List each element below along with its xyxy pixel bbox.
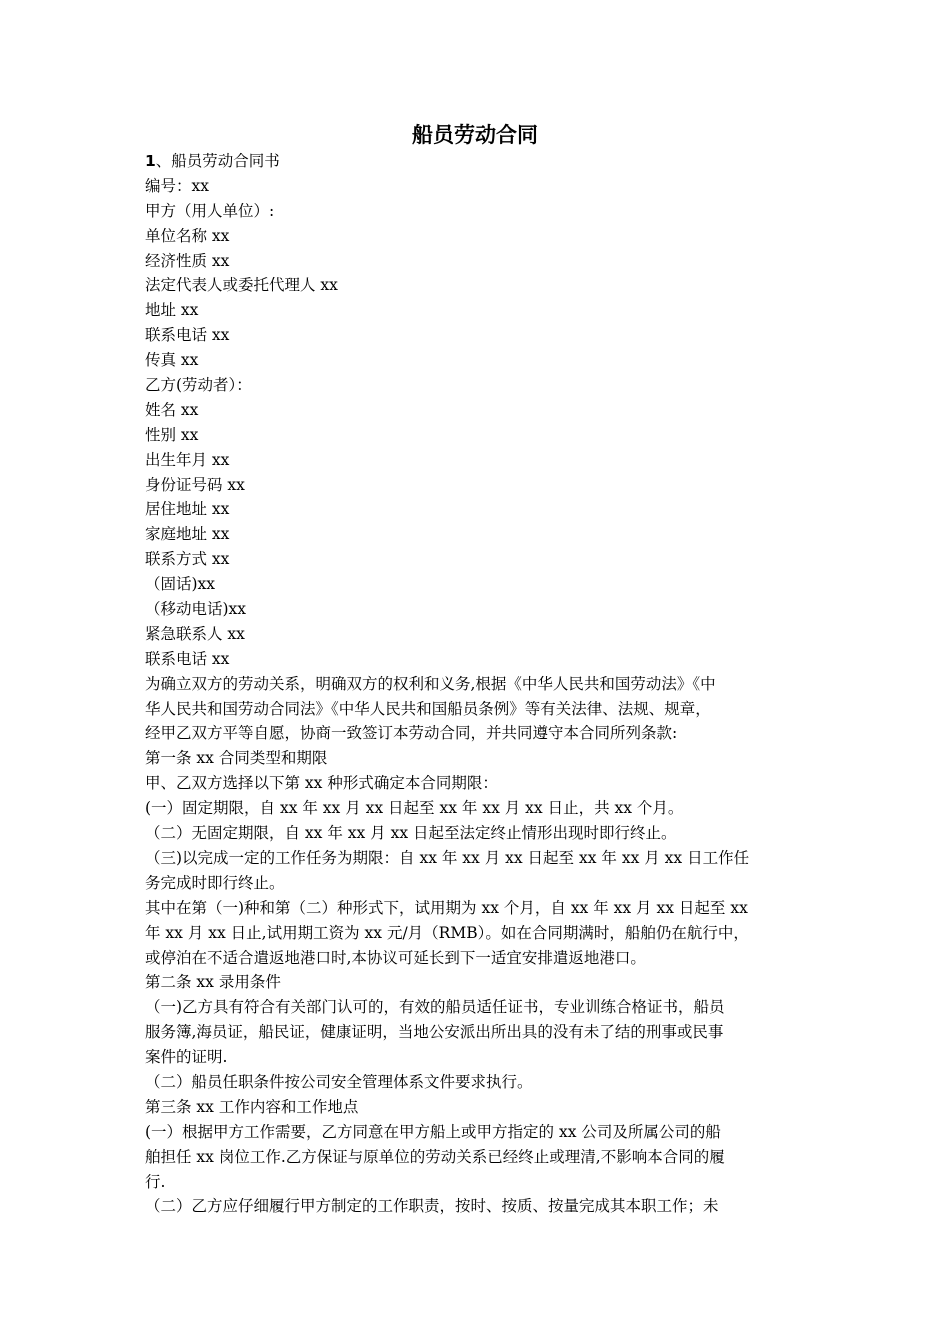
document-body <box>145 149 805 1219</box>
document-line: 甲、乙双方选择以下第 xx 种形式确定本合同期限： <box>145 774 498 793</box>
document-line: （一)乙方具有符合有关部门认可的，有效的船员适任证书，专业训练合格证书，船员 <box>145 998 725 1017</box>
section-heading-text: 、船员劳动合同书 <box>155 152 280 170</box>
document-line: （二）船员任职条件按公司安全管理体系文件要求执行。 <box>145 1072 533 1091</box>
document-line: 身份证号码 xx <box>145 475 245 494</box>
document-line: (一）固定期限，自 xx 年 xx 月 xx 日起至 xx 年 xx 月 xx 日止，共 xx 个月。 <box>145 799 684 818</box>
document-line: （二）无固定期限，自 xx 年 xx 月 xx 日起至法定终止情形出现时即行终止。 <box>145 824 677 843</box>
document-line: 编号：xx <box>145 176 209 195</box>
document-line: 务完成时即行终止。 <box>145 873 285 892</box>
document-line: 传真 xx <box>145 351 199 370</box>
document-line: 姓名 xx <box>145 400 199 419</box>
document-line: 舶担任 xx 岗位工作.乙方保证与原单位的劳动关系已经终止或理清,不影响本合同的履 <box>145 1147 725 1166</box>
document-line: 地址 xx <box>145 301 199 320</box>
document-line: （三)以完成一定的工作任务为期限：自 xx 年 xx 月 xx 日起至 xx 年 xx 月 xx 日工作任 <box>145 848 750 867</box>
document-line: 案件的证明. <box>145 1048 228 1067</box>
document-line: 经甲乙双方平等自愿，协商一致签订本劳动合同，并共同遵守本合同所列条款: <box>145 724 678 743</box>
document-line: 经济性质 xx <box>145 251 230 270</box>
document-line: 第三条 xx 工作内容和工作地点 <box>145 1097 359 1116</box>
document-line: 联系电话 xx <box>145 649 230 668</box>
document-line: 甲方（用人单位）: <box>145 201 275 220</box>
document-line: 或停泊在不适合遣返地港口时,本协议可延长到下一适宜安排遣返地港口。 <box>145 948 646 967</box>
document-line: 第一条 xx 合同类型和期限 <box>145 749 328 768</box>
document-line: 第二条 xx 录用条件 <box>145 973 281 992</box>
document-line: 联系方式 xx <box>145 550 230 569</box>
document-line: 乙方(劳动者）： <box>145 376 252 395</box>
document-line: 居住地址 xx <box>145 500 230 519</box>
document-line: 家庭地址 xx <box>145 525 230 544</box>
document-title: 船员劳动合同 <box>412 123 538 147</box>
section-heading <box>145 149 805 174</box>
document-line: （二）乙方应仔细履行甲方制定的工作职责，按时、按质、按量完成其本职工作；未 <box>145 1197 719 1216</box>
document-line: 法定代表人或委托代理人 xx <box>145 276 338 295</box>
document-line: 其中在第（一)种和第（二）种形式下，试用期为 xx 个月，自 xx 年 xx 月 xx 日起至 xx <box>145 898 748 917</box>
document-line: 服务簿,海员证，船民证，健康证明，当地公安派出所出具的没有未了结的刑事或民事 <box>145 1023 724 1042</box>
document-line: 紧急联系人 xx <box>145 624 245 643</box>
document-line: 联系电话 xx <box>145 326 230 345</box>
document-line: （固话)xx <box>145 575 216 594</box>
document-line: 出生年月 xx <box>145 450 230 469</box>
document-line: （移动电话)xx <box>145 600 247 619</box>
document-line: 年 xx 月 xx 日止,试用期工资为 xx 元/月（RMB）。如在合同期满时，船舶仍在航行中， <box>145 923 749 942</box>
document-line: 华人民共和国劳动合同法》《中华人民共和国船员条例》等有关法律、法规、规章， <box>145 699 711 718</box>
document-line: 性别 xx <box>145 425 199 444</box>
document-line: 为确立双方的劳动关系，明确双方的权利和义务,根据《中华人民共和国劳动法》《中 <box>145 674 716 693</box>
document-line: 单位名称 xx <box>145 226 230 245</box>
document-line: (一）根据甲方工作需要，乙方同意在甲方船上或甲方指定的 xx 公司及所属公司的船 <box>145 1122 721 1141</box>
document-line: 行. <box>145 1172 166 1191</box>
section-heading-number: 1 <box>145 152 156 170</box>
